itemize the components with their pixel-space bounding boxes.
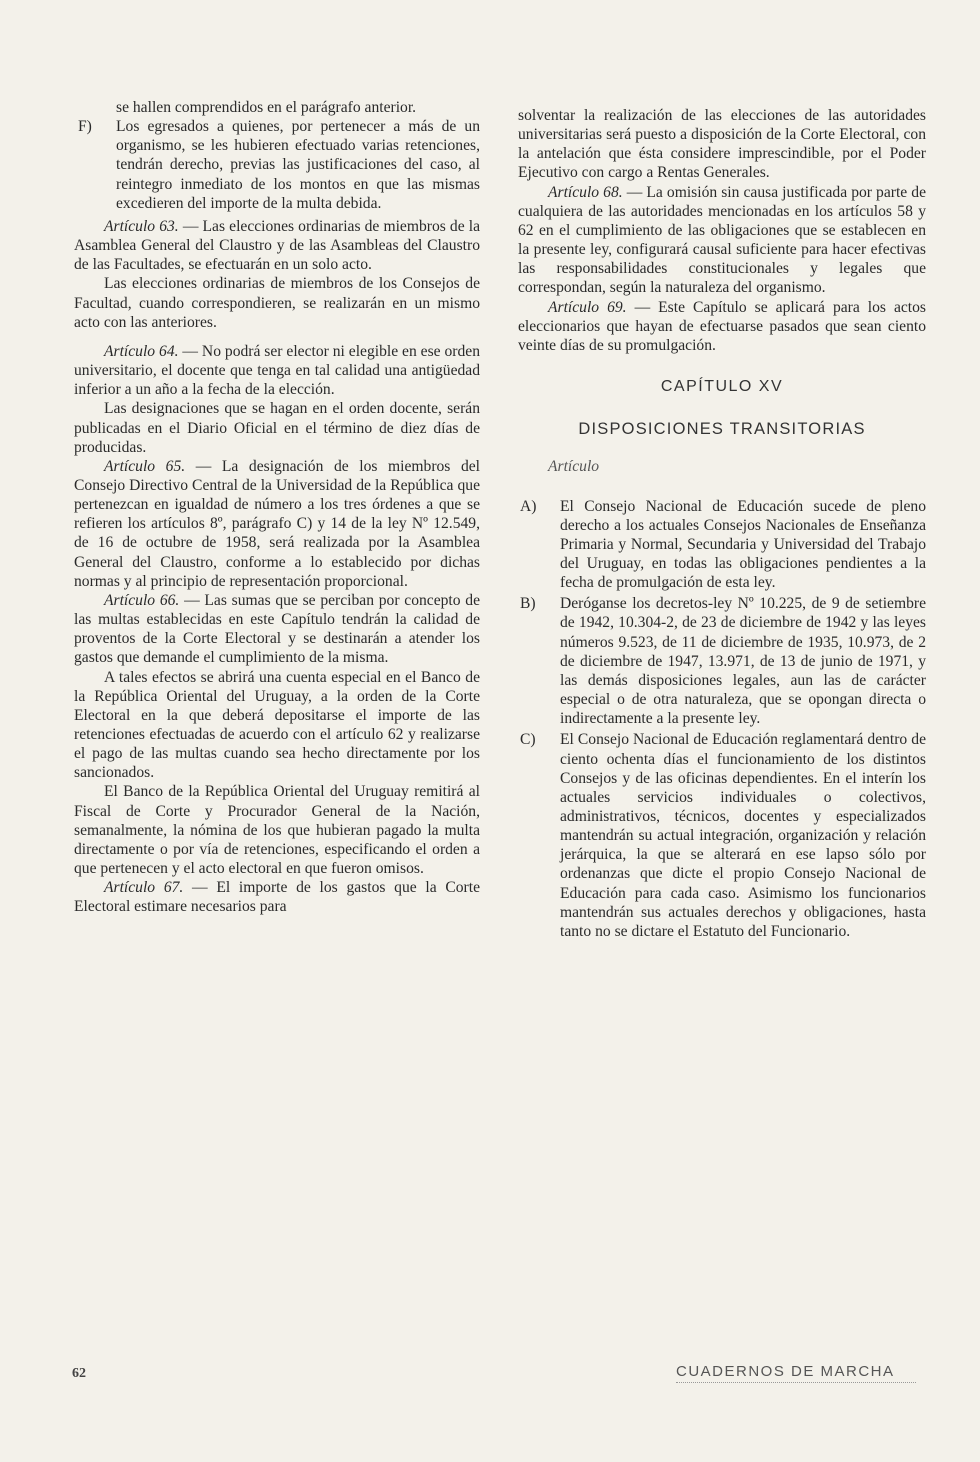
chapter-title: DISPOSICIONES TRANSITORIAS xyxy=(578,420,866,439)
publication-name: CUADERNOS DE MARCHA xyxy=(676,1363,895,1380)
item-f xyxy=(74,117,480,213)
article-66-paragraph-3: El Banco de la República Oriental del Uruguay remitirá al Fiscal de Corte y Procurador General de la Nación, semanalmente, la nómina de los que hubieran pagado la multa directamente o por vía de retenciones, especificando el orden a que pertenecen y el acto electoral en que fueron omisos. xyxy=(74,783,480,878)
article-66 xyxy=(74,591,480,668)
article-63 xyxy=(74,217,480,274)
article-68-label: Artículo 68. xyxy=(548,183,623,201)
item-a xyxy=(518,497,926,593)
article-67-text: — El importe de los gastos que la Corte Electoral estimare necesarios para xyxy=(74,879,480,916)
article-66-paragraph-2: A tales efectos se abrirá una cuenta especial en el Banco de la República Oriental del Uruguay, a la orden de la Corte Electoral en la que deberá depositarse el importe de las retenciones efectuadas de acuerdo con el artículo 62 y realizarse el pago de las multas cuando sea hecho directamente por los sancionados. xyxy=(74,668,480,782)
paragraph-continuation-right: solventar la realización de las elecciones de las autoridades universitarias será puesto a disposición de la Corte Electoral, con la antelación que ésta considere imprescindible, por el Poder Ejecutivo con cargo a Rentas Generales. xyxy=(518,107,926,182)
article-65-text: — La designación de los miembros del Consejo Directivo Central de la Universidad de la República que pertenezcan en igualdad de número a los tres órdenes a que se refieren los artículos 8º, parágrafo C) y 14 de la ley Nº 12.549, de 16 de octubre de 1958, será realizada por la Asamblea General del Claustro, conforme a lo establecido por dichas normas y al principio de representación proporcional. xyxy=(74,457,480,590)
article-69 xyxy=(518,298,926,355)
item-b xyxy=(518,594,926,728)
item-f-text: Los egresados a quienes, por pertenecer a más de un organismo, se les hubieren efectuado varias retenciones, tendrán derecho, previas las justificaciones del caso, al reintegro inmediato de los montos en que las mismas excedieren del importe de la multa debida. xyxy=(116,118,480,212)
article-67-label: Artículo 67. xyxy=(104,879,184,897)
right-column xyxy=(518,106,926,941)
article-68-text: — La omisión sin causa justificada por parte de cualquiera de las autoridades mencionadas en los artículos 58 y 62 en el cumplimiento de las obligaciones que se establecen en la presente ley, configurará causal suficiente para hacer efectivas las responsabilidades constitucionales y legales que correspondan, según la naturaleza del organismo. xyxy=(518,183,927,297)
article-heading: Artículo xyxy=(548,458,600,476)
item-a-marker: A) xyxy=(520,497,537,515)
article-64-label: Artículo 64. xyxy=(104,342,179,360)
item-c-marker: C) xyxy=(520,731,536,749)
article-67 xyxy=(74,878,480,916)
paragraph-continuation: se hallen comprendidos en el parágrafo anterior. xyxy=(116,99,417,116)
article-66-label: Artículo 66. xyxy=(104,591,180,609)
article-65-label: Artículo 65. xyxy=(104,457,186,475)
article-63-paragraph-2: Las elecciones ordinarias de miembros de los Consejos de Facultad, cuando correspondieren, se realizarán en un mismo acto con las anteriores. xyxy=(74,275,480,331)
article-69-label: Artículo 69. xyxy=(548,298,627,316)
article-64 xyxy=(74,342,480,399)
item-b-marker: B) xyxy=(520,595,536,613)
article-63-text: — Las elecciones ordinarias de miembros de la Asamblea General del Claustro y de las Asambleas del Claustro de las Facultades, se efectuarán en un solo acto. xyxy=(74,217,481,274)
left-column xyxy=(74,98,480,917)
item-a-text: El Consejo Nacional de Educación sucede de pleno derecho a los actuales Consejos Nacionales de Enseñanza Primaria y Normal, Secundaria y Universidad del Trabajo del Uruguay, en todas las obligaciones pendientes a la fecha de promulgación de esta ley. xyxy=(560,497,926,592)
chapter-heading: CAPÍTULO XV xyxy=(660,378,784,396)
article-69-text: — Este Capítulo se aplicará para los actos eleccionarios que hayan de efectuarse pasados que sean ciento veinte días de su promulgación. xyxy=(518,298,926,354)
item-f-marker: F) xyxy=(78,118,92,136)
article-65 xyxy=(74,457,480,591)
item-c xyxy=(518,730,926,941)
page-number: 62 xyxy=(72,1366,86,1381)
article-66-text: — Las sumas que se perciban por concepto de las multas establecidas en este Capítulo tendrán la calidad de proventos de la Corte Electoral y se destinarán a atender los gastos que demande el cumplimiento de la misma. xyxy=(74,591,481,667)
article-64-paragraph-2: Las designaciones que se hagan en el orden docente, serán publicadas en el Diario Oficial en el término de diez días de producidas. xyxy=(74,400,480,456)
article-64-text: — No podrá ser elector ni elegible en ese orden universitario, el docente que tenga en tal calidad una antigüedad inferior a un año a la fecha de la elección. xyxy=(74,342,480,399)
article-63-label: Artículo 63. xyxy=(104,217,179,235)
footer-dotted-rule xyxy=(676,1382,916,1384)
article-68 xyxy=(518,183,926,298)
item-c-text: El Consejo Nacional de Educación reglamentará dentro de ciento ochenta días el funcionamiento de los distintos Consejos y de las oficinas dependientes. En el interín los actuales servicios individuales o colectivos, administrativos, técnicos, docentes y especializados mantendrán su actual integración, organización y relación jerárquica, la que se alterará en ese lapso sólo por ordenanzas que dicte el propio Consejo Nacional de Educación para cada caso. Asimismo los funcionarios mantendrán sus actuales derechos y obligaciones, hasta tanto no se dictare el Estatuto del Funcionario. xyxy=(560,731,926,940)
item-b-text: Deróganse los decretos-ley Nº 10.225, de 9 de setiembre de 1942, 10.304-2, de 23 de diciembre de 1942 y las leyes números 9.523, de 11 de diciembre de 1935, 10.973, de 2 de diciembre de 1947, 13.971, de 13 de junio de 1971, y las demás disposiciones legales, aun las de carácter especial o de otra naturaleza, que se opongan directa o indirectamente a la presente ley. xyxy=(560,595,926,728)
